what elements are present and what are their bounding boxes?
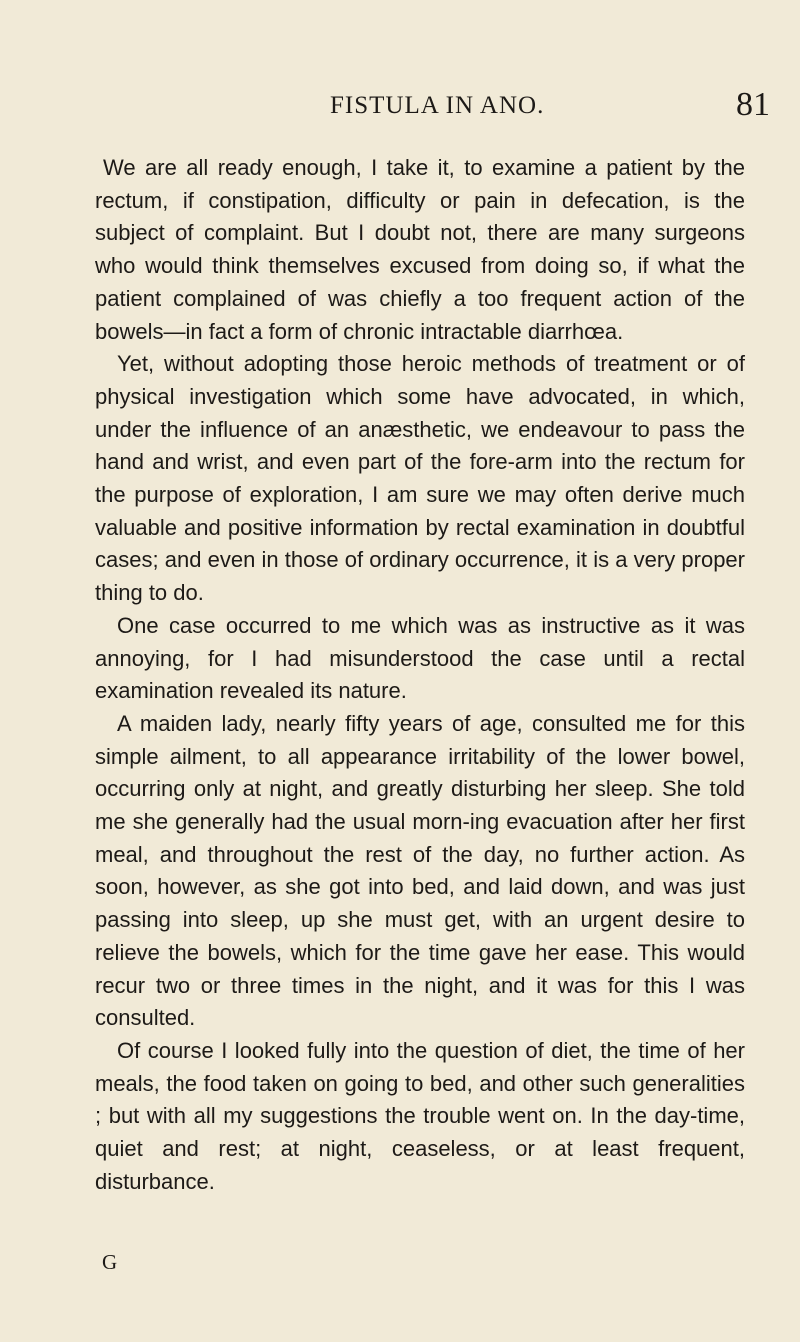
running-title: FISTULA IN ANO. — [330, 92, 545, 119]
body-text — [95, 152, 745, 1199]
running-head — [0, 86, 800, 132]
paragraph: We are all ready enough, I take it, to examine a patient by the rectum, if constipation, difficulty or pain in defecation, is the subject of complaint. But I doubt not, there are many surgeons who would think themselves excused from doing so, if what the patient complained of was chiefly a too frequent action of the bowels—in fact a form of chronic intractable diarrhœa. — [95, 155, 745, 344]
paragraph: Yet, without adopting those heroic methods of treatment or of physical investigation which some have advocated, in which, under the influence of an anæsthetic, we endeavour to pass the hand and wrist, and even part of the fore-arm into the rectum for the purpose of exploration, I am sure we may often derive much valuable and positive information by rectal examination in doubtful cases; and even in those of ordinary occurrence, it is a very proper thing to do. — [95, 351, 745, 606]
signature-mark: G — [102, 1250, 118, 1274]
paragraph: One case occurred to me which was as instructive as it was annoying, for I had misunderstood the case until a rectal examination revealed its nature. — [95, 612, 745, 704]
page-number: 81 — [736, 86, 770, 123]
paragraph: Of course I looked fully into the question of diet, the time of her meals, the food taken on going to bed, and other such generalities ; but with all my suggestions the trouble went on. In the day-time, quiet and rest; at night, ceaseless, or at least frequent, disturbance. — [95, 1037, 745, 1194]
paragraph: A maiden lady, nearly fifty years of age, consulted me for this simple ailment, to all appearance irritability of the lower bowel, occurring only at night, and greatly disturbing her sleep. She told me she generally had the usual morn-ing evacuation after her first meal, and throughout the rest of the day, no further action. As soon, however, as she got into bed, and laid down, and was just passing into sleep, up she must get, with an urgent desire to relieve the bowels, which for the time gave her ease. This would recur two or three times in the night, and it was for this I was consulted. — [95, 710, 745, 1031]
